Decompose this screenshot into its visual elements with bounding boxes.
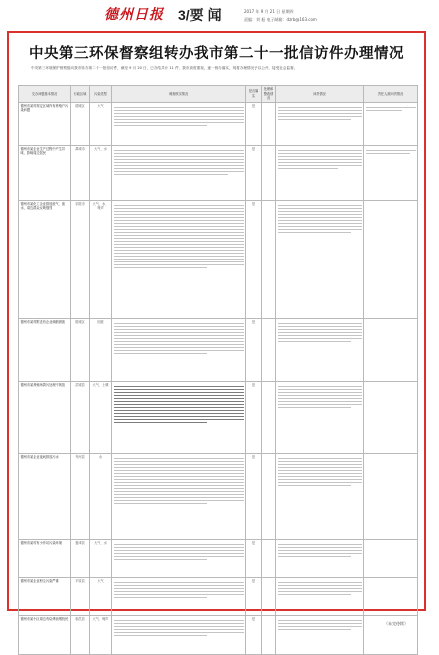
editor-contact: 责编：刘 振 电子邮箱：dzrb@163.com <box>244 17 317 22</box>
cell-blank <box>262 453 276 539</box>
newspaper-logo: 德州日报 <box>104 7 164 23</box>
cell-investigation <box>112 539 246 577</box>
column-header: 污染类型 <box>90 86 112 103</box>
cell-blank <box>262 318 276 381</box>
cell-accountability <box>364 453 418 539</box>
cell-rectification <box>276 453 364 539</box>
column-header: 是否属实 <box>246 86 262 103</box>
cell-investigation <box>112 615 246 654</box>
page-label: 3/要 闻 <box>178 7 222 23</box>
cell-truth: 是 <box>246 318 262 381</box>
cell-investigation <box>112 318 246 381</box>
table-row <box>19 615 418 654</box>
cell-area: 陵城区 <box>71 318 90 381</box>
cell-blank <box>262 200 276 318</box>
cell-area: 武城县 <box>71 381 90 453</box>
column-header: 问责情况 <box>276 86 364 103</box>
cell-investigation <box>112 577 246 615</box>
cell-type: 水 <box>90 453 112 539</box>
cell-truth: 是 <box>246 453 262 539</box>
cell-issue: 德州市某企业夜间排放污水 <box>19 453 71 539</box>
cell-accountability <box>364 318 418 381</box>
cell-area: 临邑县 <box>71 615 90 654</box>
cell-accountability <box>364 145 418 200</box>
cell-truth: 是 <box>246 200 262 318</box>
table-row <box>19 453 418 539</box>
petition-table <box>18 85 418 655</box>
cell-rectification <box>276 539 364 577</box>
cell-type: 大气 <box>90 102 112 145</box>
cell-type: 大气、噪声 <box>90 615 112 654</box>
cell-rectification <box>276 615 364 654</box>
cell-rectification <box>276 102 364 145</box>
cell-investigation <box>112 145 246 200</box>
table-row <box>19 318 418 381</box>
cell-type: 大气、水、噪声 <box>90 200 112 318</box>
cell-issue: 德州市某养殖场粪污处理不规范 <box>19 381 71 453</box>
table-row <box>19 200 418 318</box>
cell-investigation <box>112 200 246 318</box>
cell-accountability <box>364 381 418 453</box>
table-row <box>19 539 418 577</box>
cell-blank <box>262 539 276 577</box>
cell-blank <box>262 615 276 654</box>
cell-area: 平原县 <box>71 577 90 615</box>
cell-issue: 德州市某村附近有企业倾倒固废 <box>19 318 71 381</box>
cell-accountability <box>364 539 418 577</box>
cell-rectification <box>276 381 364 453</box>
table-row <box>19 577 418 615</box>
cell-accountability <box>364 102 418 145</box>
article-intro: 中央第三环境保护督察组向我市转办第二十一批信访件，截至 9 月 20 日，已办结共计 11 件，我市高度重视，逐一督办落实，现将办理情况予以公开，接受社会监督。 <box>31 66 298 70</box>
cell-issue: 德州市某村有小作坊污染环境 <box>19 539 71 577</box>
cell-rectification <box>276 145 364 200</box>
cell-truth: 是 <box>246 615 262 654</box>
article-title: 中央第三环保督察组转办我市第二十一批信访件办理情况 <box>29 45 404 62</box>
cell-accountability <box>364 577 418 615</box>
cell-blank <box>262 577 276 615</box>
column-header: 行政区域 <box>71 86 90 103</box>
cell-type: 大气、水 <box>90 539 112 577</box>
issue-date: 2017 年 9 月 21 日 星期四 <box>244 9 294 14</box>
table-row <box>19 381 418 453</box>
cell-truth: 是 <box>246 539 262 577</box>
cell-area: 德城区 <box>71 102 90 145</box>
cell-area: 齐河县 <box>71 453 90 539</box>
cell-investigation <box>112 102 246 145</box>
cell-type: 大气、水 <box>90 145 112 200</box>
cell-issue: 德州市某企业生产过程中产生异味，影响周边居民 <box>19 145 71 200</box>
cell-truth: 是 <box>246 577 262 615</box>
cell-issue: 德州市某化工企业排放废气、废水，周边群众反映强烈 <box>19 200 71 318</box>
cell-truth: 是 <box>246 381 262 453</box>
cell-truth: 是 <box>246 145 262 200</box>
cell-investigation <box>112 453 246 539</box>
cell-blank <box>262 145 276 200</box>
cell-issue: 德州市某企业粉尘污染严重 <box>19 577 71 615</box>
continued-note: （未完待续） <box>384 621 408 626</box>
cell-accountability <box>364 200 418 318</box>
cell-rectification <box>276 200 364 318</box>
cell-area: 夏津县 <box>71 539 90 577</box>
cell-truth: 是 <box>246 102 262 145</box>
cell-issue: 德州市某小区周边有烧烤油烟扰民 <box>19 615 71 654</box>
article-frame <box>7 31 426 626</box>
cell-type: 固废 <box>90 318 112 381</box>
table-header-row <box>19 86 418 103</box>
cell-investigation <box>112 381 246 453</box>
cell-rectification <box>276 318 364 381</box>
cell-blank <box>262 381 276 453</box>
table-row <box>19 145 418 200</box>
column-header: 责任人被问责情况 <box>364 86 418 103</box>
cell-blank <box>262 102 276 145</box>
column-header: 处理和整改情况 <box>262 86 276 103</box>
cell-type: 大气、土壤 <box>90 381 112 453</box>
cell-area: 禹城市 <box>71 145 90 200</box>
cell-issue: 德州市某村规定区域内有养殖户污染问题 <box>19 102 71 145</box>
column-header: 调查核实情况 <box>112 86 246 103</box>
cell-area: 乐陵市 <box>71 200 90 318</box>
cell-type: 大气 <box>90 577 112 615</box>
table-row <box>19 102 418 145</box>
masthead <box>0 0 439 30</box>
cell-rectification <box>276 577 364 615</box>
column-header: 交办问题基本情况 <box>19 86 71 103</box>
